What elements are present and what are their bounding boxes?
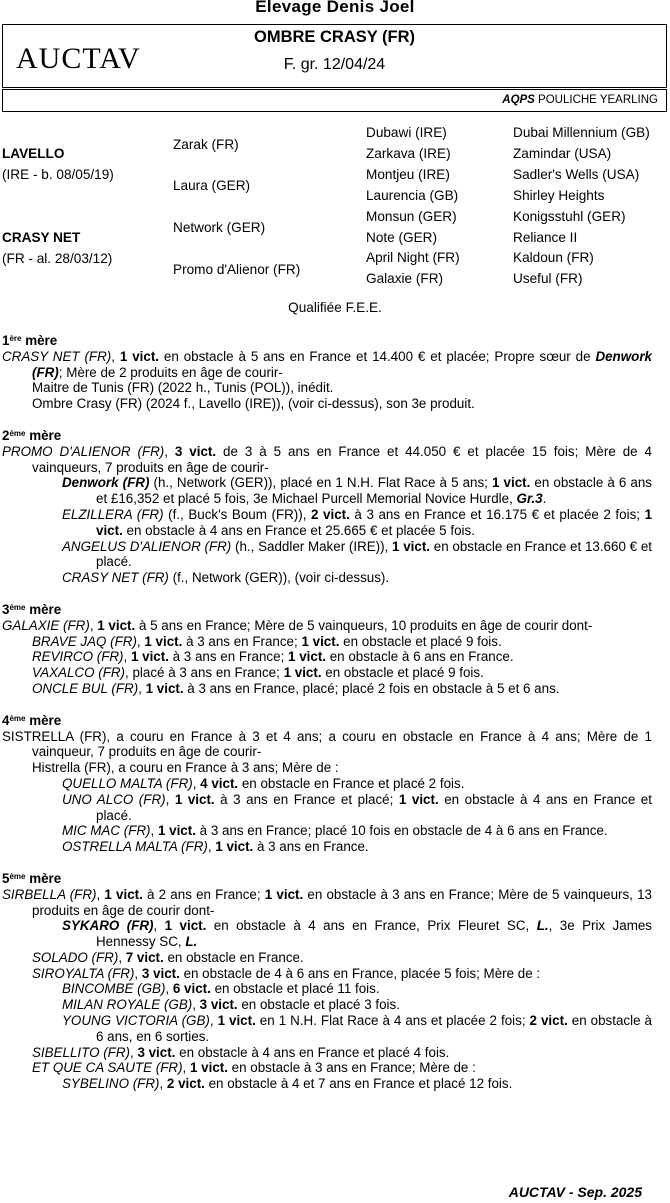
pedigree-g3-6: Note (GER) [366,230,438,245]
produce-entry: ELZILLERA (FR) (f., Buck's Boum (FR)), 2 vict. à 3 ans en France et 16.175 € et placée 2 fois; 1 vict. en obstacle à 4 ans en France et 25.665 € et placée 5 fois. [62,506,653,538]
produce-entry: BRAVE JAQ (FR), 1 vict. à 3 ans en France; 1 vict. en obstacle et placé 9 fois. [32,633,502,649]
produce-entry: ET QUE CA SAUTE (FR), 1 vict. en obstacle à 3 ans en France; Mère de : [32,1060,476,1076]
produce-entry: CRASY NET (FR), 1 vict. en obstacle à 5 ans en France et 14.400 € et placée; Propre sœur de Denwork (FR); Mère de 2 produits en âge de courir- [2,348,652,380]
qualification: Qualifiée F.E.E. [288,300,382,315]
pedigree-g4-1: Dubai Millennium (GB) [513,125,650,140]
section-heading: 3ème mère [2,601,62,617]
dam-line-5 [2,869,652,1092]
pedigree-g2-2: Laura (GER) [173,178,251,193]
produce-entry: Denwork (FR) (h., Network (GER)), placé en 1 N.H. Flat Race à 5 ans; 1 vict. en obstacle à 6 ans et £16,352 et placé 5 fois, 3e Michael Purcell Memorial Novice Hurdle, Gr.3. [62,475,652,507]
dam-line-1 [2,331,652,412]
dam-name: CRASY NET [2,230,81,245]
category-text: POULICHE YEARLING [534,94,658,106]
produce-entry: SISTRELLA (FR), a couru en France à 3 et 4 ans; a couru en obstacle en France à 4 ans; Mère de 1 vainqueur, 7 produits en âge de courir- [2,728,652,760]
produce-entry: SIBELLITO (FR), 3 vict. en obstacle à 4 ans en France et placé 4 fois. [32,1044,450,1060]
dam-line-2 [2,426,652,586]
dam-line-4 [2,711,652,855]
pedigree-g4-3: Sadler's Wells (USA) [513,167,640,182]
pedigree-g4-6: Reliance II [513,230,578,245]
pedigree-g3-5: Monsun (GER) [366,209,457,224]
category-label [502,94,658,106]
pedigree-g4-5: Konigsstuhl (GER) [513,209,626,224]
pedigree-g3-4: Laurencia (GB) [366,188,459,203]
produce-entry: MIC MAC (FR), 1 vict. à 3 ans en France; placé 10 fois en obstacle de 4 à 6 ans en France. [62,823,608,839]
pedigree-g4-8: Useful (FR) [513,271,583,286]
produce-entry: SIROYALTA (FR), 3 vict. en obstacle de 4 à 6 ans en France, placée 5 fois; Mère de : [32,965,541,981]
produce-entry: PROMO D'ALIENOR (FR), 3 vict. de 3 à 5 ans en France et 44.050 € et placée 15 fois; Mère de 4 vainqueurs, 7 produits en âge de courir- [2,443,652,475]
produce-entry: Histrella (FR), a couru en France à 3 ans; Mère de : [32,760,339,776]
produce-entry: Ombre Crasy (FR) (2024 f., Lavello (IRE)), (voir ci-dessus), son 3e produit. [32,396,475,412]
produce-entry: REVIRCO (FR), 1 vict. à 3 ans en France; 1 vict. en obstacle à 6 ans en France. [32,649,514,665]
category-box [2,89,667,112]
produce-entry: CRASY NET (FR) (f., Network (GER)), (voir ci-dessus). [62,570,390,586]
pedigree-g3-7: April Night (FR) [366,250,460,265]
pedigree-g4-7: Kaldoun (FR) [513,250,594,265]
produce-entry: ANGELUS D'ALIENOR (FR) (h., Saddler Maker (IRE)), 1 vict. en obstacle en France et 13.660 € et placé. [62,538,652,570]
sire-name: LAVELLO [2,146,65,161]
pedigree-g3-8: Galaxie (FR) [366,271,444,286]
produce-entry: GALAXIE (FR), 1 vict. à 5 ans en France; Mère de 5 vainqueurs, 10 produits en âge de courir dont- [2,617,593,633]
produce-entry: UNO ALCO (FR), 1 vict. à 3 ans en France et placé; 1 vict. en obstacle à 4 ans en France et placé. [62,791,652,823]
breeder-title: Elevage Denis Joel [255,0,415,16]
produce-entry: BINCOMBE (GB), 6 vict. en obstacle et placé 11 fois. [62,981,380,997]
pedigree-g4-2: Zamindar (USA) [513,146,612,161]
produce-entry: MILAN ROYALE (GB), 3 vict. en obstacle et placé 3 fois. [62,997,400,1013]
catalogue-body [2,331,652,1106]
pedigree-g2-4: Promo d'Alienor (FR) [173,262,301,277]
produce-entry: QUELLO MALTA (FR), 4 vict. en obstacle en France et placé 2 fois. [62,775,465,791]
dam-info: (FR - al. 28/03/12) [2,251,113,266]
horse-subtitle: F. gr. 12/04/24 [283,56,386,73]
produce-entry: VAXALCO (FR), placé à 3 ans en France; 1 vict. en obstacle et placé 9 fois. [32,665,484,681]
horse-name: OMBRE CRASY (FR) [253,28,416,46]
pedigree-g3-1: Dubawi (IRE) [366,125,447,140]
produce-entry: YOUNG VICTORIA (GB), 1 vict. en 1 N.H. Flat Race à 4 ans et placée 2 fois; 2 vict. en obstacle à 6 ans, en 6 sorties. [62,1013,652,1044]
pedigree-g4-4: Shirley Heights [513,188,605,203]
footer: AUCTAV - Sep. 2025 [508,1184,642,1200]
section-heading: 4ème mère [2,712,62,728]
pedigree-g2-3: Network (GER) [173,220,266,235]
header-box [2,24,667,88]
produce-entry: SIRBELLA (FR), 1 vict. à 2 ans en France; 1 vict. en obstacle à 3 ans en France; Mère de 5 vainqueurs, 13 produits en âge de courir dont- [2,886,652,918]
pedigree-g3-3: Montjeu (IRE) [366,167,450,182]
produce-entry: SYKARO (FR), 1 vict. en obstacle à 4 ans en France, Prix Fleuret SC, L., 3e Prix James Hennessy SC, L. [62,918,653,950]
pedigree-g2-1: Zarak (FR) [173,137,239,152]
pedigree-g3-2: Zarkava (IRE) [366,146,451,161]
sire-info: (IRE - b. 08/05/19) [2,167,114,182]
section-heading: 5ème mère [2,870,62,886]
produce-entry: Maitre de Tunis (FR) (2022 h., Tunis (POL)), inédit. [32,380,334,396]
produce-entry: OSTRELLA MALTA (FR), 1 vict. à 3 ans en France. [62,839,369,855]
section-heading: 2ème mère [2,427,62,443]
produce-entry: SYBELINO (FR), 2 vict. en obstacle à 4 et 7 ans en France et placé 12 fois. [62,1076,513,1092]
aqps-label: AQPS [502,94,535,106]
section-heading: 1ère mère [2,333,58,348]
produce-entry: SOLADO (FR), 7 vict. en obstacle en France. [32,949,304,965]
produce-entry: ONCLE BUL (FR), 1 vict. à 3 ans en France, placé; placé 2 fois en obstacle à 5 et 6 ans. [32,680,560,696]
auctav-logo: AUCTAV [16,42,141,75]
dam-line-3 [2,600,652,697]
